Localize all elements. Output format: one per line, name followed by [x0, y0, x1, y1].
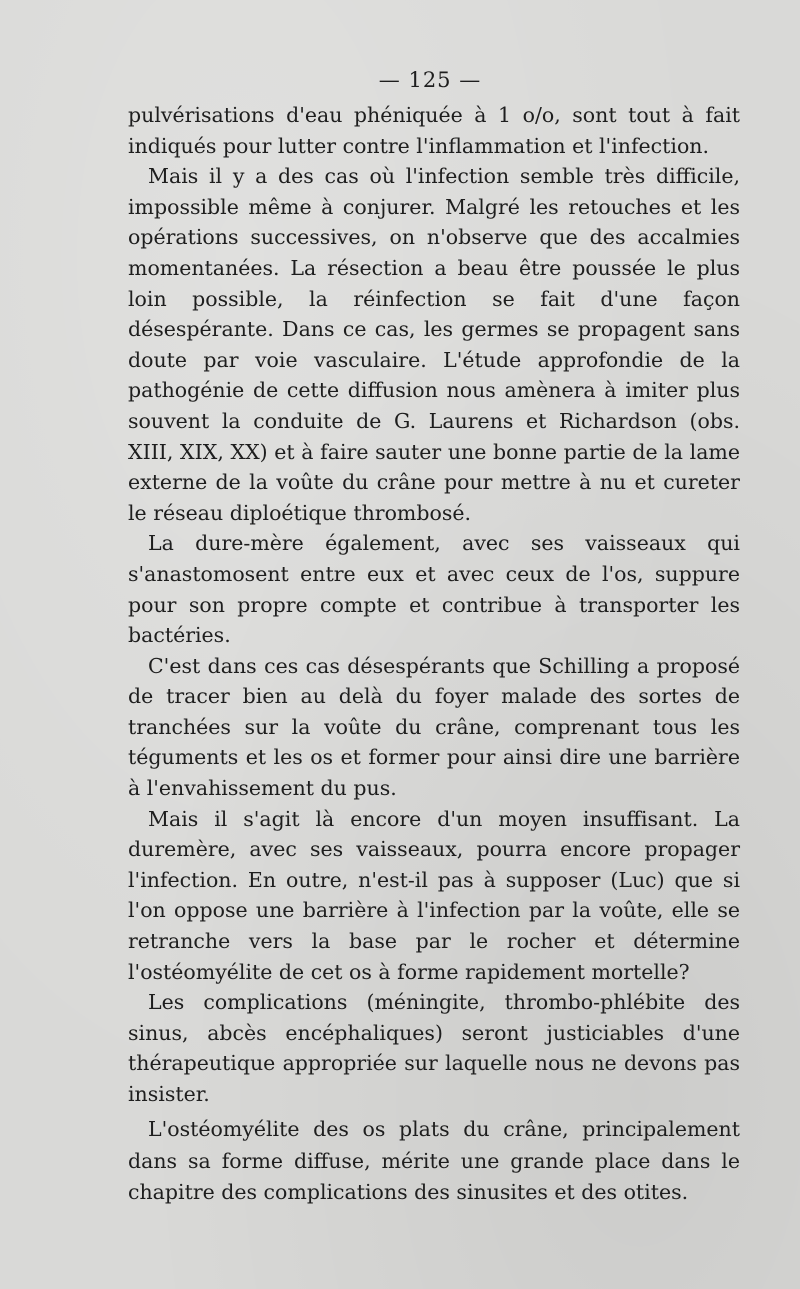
paragraph: C'est dans ces cas désespérants que Schilling a proposé de tracer bien au delà du foyer malade des sortes de tranchées sur la voûte du crâne, comprenant tous les téguments et les os et former pour ainsi dire une barrière à l'envahissement du pus.: [128, 653, 740, 801]
paragraph: Mais il s'agit là encore d'un moyen insuffisant. La duremère, avec ses vaisseaux, pourra encore propager l'infection. En outre, n'est-il pas à supposer (Luc) que si l'on oppose une barrière à l'infection par la voûte, elle se retranche vers la base par le rocher et détermine l'ostéomyélite de cet os à forme rapidement mortelle?: [128, 806, 740, 984]
page-number: — 125 —: [378, 68, 482, 92]
paragraph: Mais il y a des cas où l'infection semble très difficile, impossible même à conjurer. Malgré les retouches et les opérations successives, on n'observe que des accalmies momentanées. La résection a beau être poussée le plus loin possible, la réinfection se fait d'une façon désespérante. Dans ce cas, les germes se propagent sans doute par voie vasculaire. L'étude approfondie de la pathogénie de cette diffusion nous amènera à imiter plus souvent la conduite de G. Laurens et Richardson (obs. XIII, XIX, XX) et à faire sauter une bonne partie de la lame externe de la voûte du crâne pour mettre à nu et cureter le réseau diploétique thrombosé.: [128, 164, 740, 525]
paragraph: La dure-mère également, avec ses vaisseaux qui s'anastomosent entre eux et avec ceux de l'os, suppure pour son propre compte et contribue à transporter les bactéries.: [128, 531, 740, 648]
paragraph: pulvérisations d'eau phéniquée à 1 o/o, sont tout à fait indiqués pour lutter contre l'inflammation et l'infection.: [128, 103, 740, 158]
paragraph: L'ostéomyélite des os plats du crâne, principalement dans sa forme diffuse, mérite une grande place dans le chapitre des complications des sinusites et des otites.: [128, 1117, 740, 1204]
paragraph: Les complications (méningite, thrombo-phlébite des sinus, abcès encéphaliques) seront justiciables d'une thérapeutique appropriée sur laquelle nous ne devons pas insister.: [128, 990, 740, 1106]
closing-paragraph: [128, 1114, 740, 1209]
body-text: [128, 100, 740, 1110]
